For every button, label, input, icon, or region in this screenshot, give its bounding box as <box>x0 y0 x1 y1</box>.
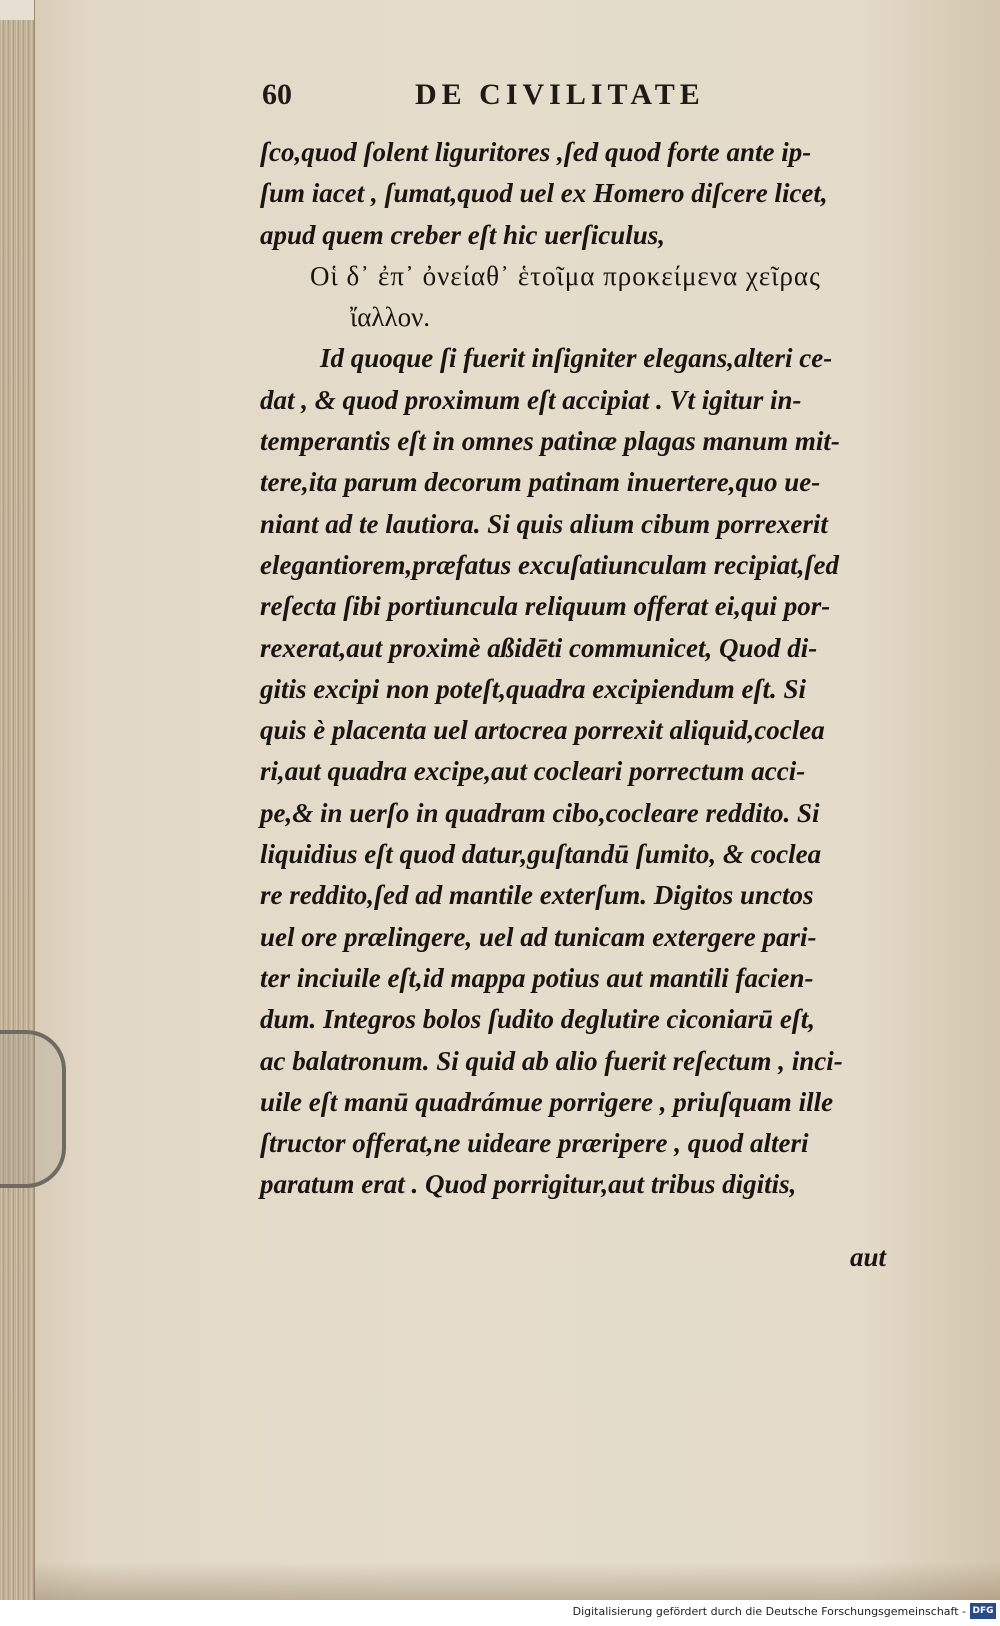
text-line: dum. Integros bolos ſudito deglutire ciconiarū eſt, <box>260 1004 816 1035</box>
paragraph-start-line: Id quoque ſi fuerit inſigniter elegans,alteri ce- <box>320 343 833 374</box>
page-bottom-shadow <box>34 1562 1000 1600</box>
running-head: DE CIVILITATE <box>415 78 705 111</box>
funding-credit-text: Digitalisierung gefördert durch die Deutsche Forschungsgemeinschaft - <box>572 1605 966 1618</box>
text-line: gitis excipi non poteſt,quadra excipiendum eſt. Si <box>260 673 806 704</box>
page-header <box>250 78 890 118</box>
text-line: pe,& in uerſo in quadram cibo,cocleare reddito. Si <box>260 797 820 828</box>
text-line: re reddito,ſed ad mantile exterſum. Digitos unctos <box>260 880 814 911</box>
text-line: rexerat,aut proximè aßidēti communicet, Quod di- <box>260 632 818 663</box>
body-text <box>260 132 900 1206</box>
text-line: temperantis eſt in omnes patinæ plagas manum mit- <box>260 426 840 457</box>
text-line: uel ore prælingere, uel ad tunicam extergere pari- <box>260 921 817 952</box>
text-line: niant ad te lautiora. Si quis alium cibum porrexerit <box>260 508 828 539</box>
text-line: dat , & quod proximum eſt accipiat . Vt igitur in- <box>260 384 802 415</box>
text-line: ter inciuile eſt,id mappa potius aut mantili facien- <box>260 962 814 993</box>
text-line: tere,ita parum decorum patinam inuertere,quo ue- <box>260 467 821 498</box>
text-line: quis è placenta uel artocrea porrexit aliquid,coclea <box>260 715 825 746</box>
text-line: ſum iacet , ſumat,quod uel ex Homero diſcere licet, <box>260 178 828 209</box>
dfg-logo: DFG <box>970 1603 996 1619</box>
text-line: apud quem creber eſt hic uerſiculus, <box>260 219 665 250</box>
greek-verse-line: Οἱ δ᾽ ἐπ᾽ ὀνείαθ᾽ ἑτοῖμα προκείμενα χεῖρας <box>310 260 821 291</box>
text-line: ri,aut quadra excipe,aut cocleari porrectum acci- <box>260 756 806 787</box>
text-line: paratum erat . Quod porrigitur,aut tribus digitis, <box>260 1169 797 1200</box>
page-number: 60 <box>262 78 292 111</box>
text-line: ac balatronum. Si quid ab alio fuerit reſectum , inci- <box>260 1045 843 1076</box>
digitization-footer <box>0 1600 1000 1626</box>
text-line: ſtructor offerat,ne uideare præripere , quod alteri <box>260 1128 809 1159</box>
book-clip-icon <box>0 1030 66 1188</box>
text-line: liquidius eſt quod datur,guſtandū ſumito, & coclea <box>260 839 822 870</box>
text-line: uile eſt manū quadrámue porrigere , priuſquam ille <box>260 1086 834 1117</box>
text-line: ſco,quod ſolent liguritores ,ſed quod forte ante ip- <box>260 137 812 167</box>
greek-verse-line: ἴαλλον. <box>350 302 431 333</box>
text-line: elegantiorem,præfatus excuſatiunculam recipiat,ſed <box>260 549 839 580</box>
catchword: aut <box>850 1242 887 1272</box>
text-line: reſecta ſibi portiuncula reliquum offerat ei,qui por- <box>260 591 831 622</box>
